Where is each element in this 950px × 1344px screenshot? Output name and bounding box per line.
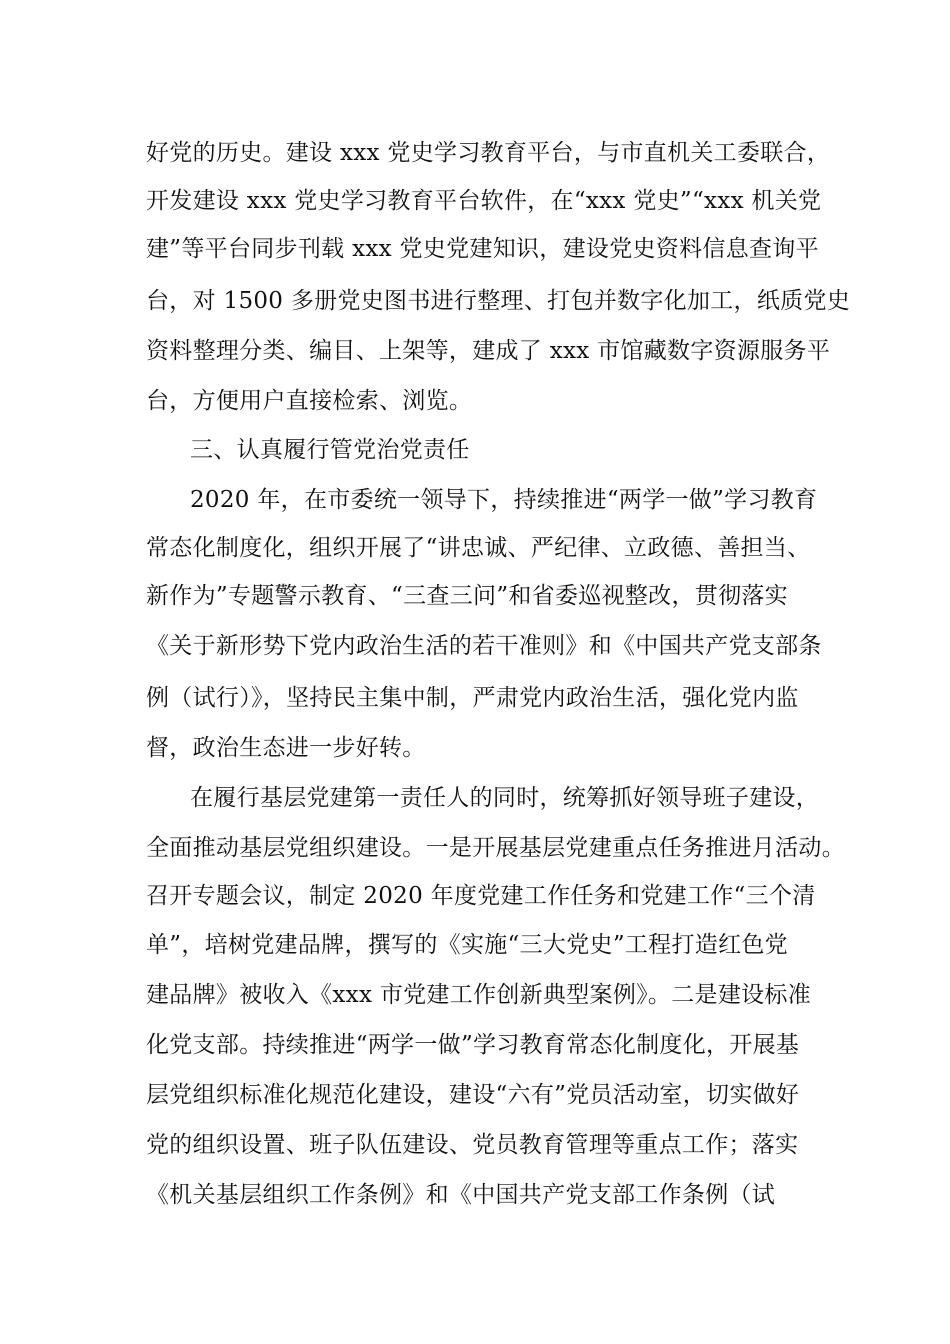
text-line: 《关于新形势下党内政治生活的若干准则》和《中国共产党支部条	[146, 633, 822, 659]
text-line: 督，政治生态进一步好转。	[146, 735, 426, 761]
text-line: 开发建设 xxx 党史学习教育平台软件，在“xxx 党史”“xxx 机关党	[146, 188, 822, 214]
text-line: 台，对 1500 多册党史图书进行整理、打包并数字化加工，纸质党史	[146, 288, 851, 314]
text-line: 建品牌》被收入《xxx 市党建工作创新典型案例》。二是建设标准	[146, 982, 812, 1008]
text-line: 2020 年，在市委统一领导下，持续推进“两学一做”学习教育	[190, 487, 818, 513]
text-line: 常态化制度化，组织开展了“讲忠诚、严纪律、立政德、善担当、	[146, 535, 811, 561]
text-line: 建”等平台同步刊载 xxx 党史党建知识，建设党史资料信息查询平	[146, 236, 819, 262]
text-line: 台，方便用户直接检索、浏览。	[146, 388, 473, 414]
text-line: 在履行基层党建第一责任人的同时，统筹抓好领导班子建设，	[190, 785, 820, 811]
text-line: 党的组织设置、班子队伍建设、党员教育管理等重点工作；落实	[146, 1132, 799, 1158]
text-line: 好党的历史。建设 xxx 党史学习教育平台，与市直机关工委联合，	[146, 140, 831, 166]
text-line: 全面推动基层党组织建设。一是开展基层党建重点任务推进月活动。	[146, 835, 845, 861]
text-line: 层党组织标准化规范化建设，建设“六有”党员活动室，切实做好	[146, 1082, 800, 1108]
text-line: 《机关基层组织工作条例》和《中国共产党支部工作条例（试	[146, 1182, 776, 1208]
text-line: 召开专题会议，制定 2020 年度党建工作任务和党建工作“三个清	[146, 883, 816, 909]
text-line: 单”，培树党建品牌，撰写的《实施“三大党史”工程打造红色党	[146, 932, 788, 958]
text-line: 资料整理分类、编目、上架等，建成了 xxx 市馆藏数字资源服务平	[146, 338, 831, 364]
section-heading: 三、认真履行管党治党责任	[190, 437, 470, 463]
text-line: 例（试行）》，坚持民主集中制，严肃党内政治生活，强化党内监	[146, 685, 799, 711]
text-line: 化党支部。持续推进“两学一做”学习教育常态化制度化，开展基	[146, 1032, 800, 1058]
text-line: 新作为”专题警示教育、“三查三问”和省委巡视整改，贯彻落实	[146, 583, 788, 609]
